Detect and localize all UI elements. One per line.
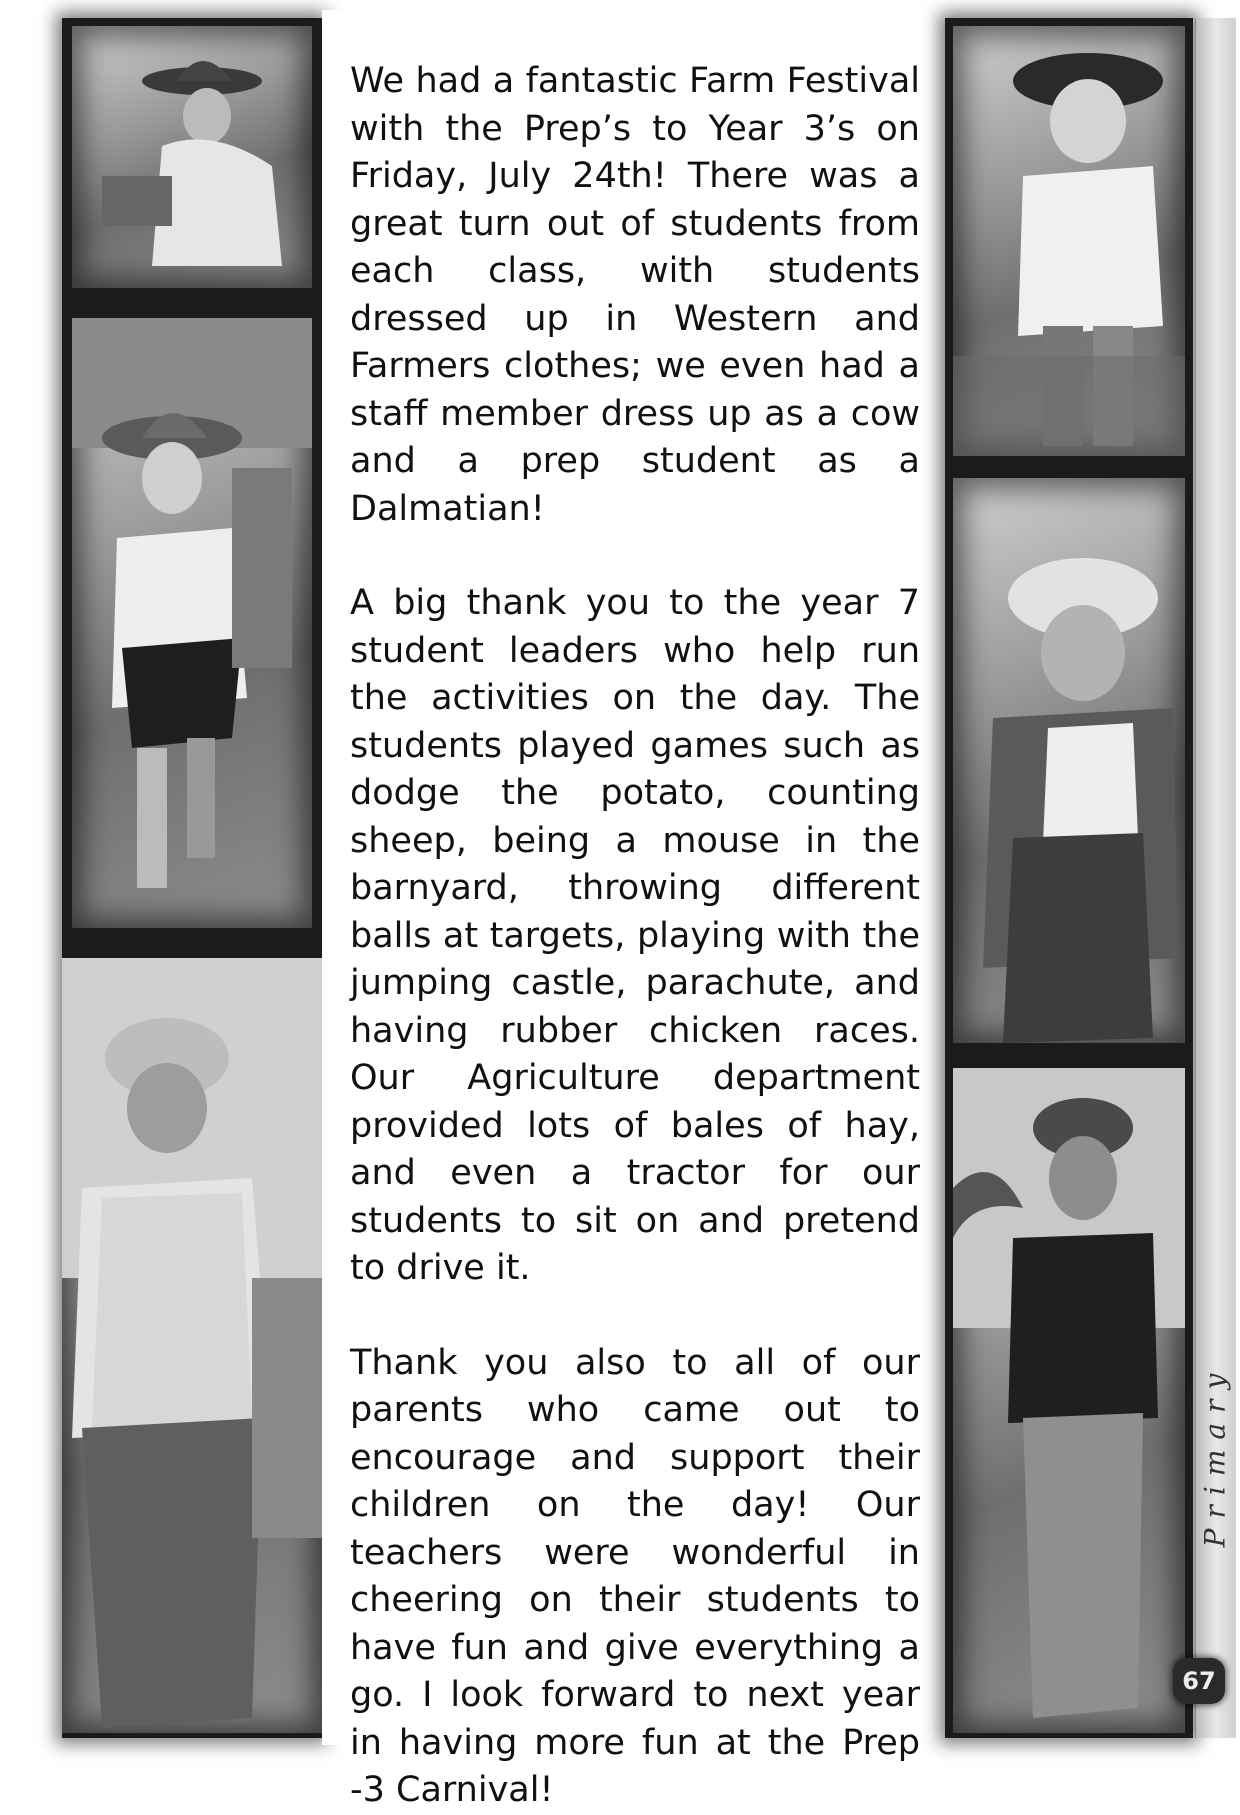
section-label [1198,1340,1232,1570]
photo-child-cowboy-hat-crouching [72,26,312,288]
article-paragraph-3: Thank you also to all of our parents who came out to encourage and support their children on the day! Our teachers were wonderful in cheering on their students to have fun and give everything a go. I look forward to next year in having more fun at the Prep -3 Carnival! [350,1342,920,1810]
article-paragraph-2: A big thank you to the year 7 student leaders who help run the activities on the day. The students played games such as dodge the potato, counting sheep, being a mouse in the barnyard, throwing different balls at targets, playing with the jumping castle, parachute, and having rubber chicken races. Our Agriculture department provided lots of bales of hay, and even a tractor for our students to sit on and pretend to drive it. [350,583,920,1288]
section-label-text: Primary [1198,1363,1232,1547]
right-photo-strip [945,18,1193,1738]
page-number: 67 [1182,1667,1216,1695]
photo-woman-cap-palms [953,1068,1185,1733]
photo-girl-running-costume [72,318,312,928]
photo-girl-sack-race [953,478,1185,1043]
left-photo-strip [62,18,322,1738]
article-body [350,58,920,1815]
page-number-badge [1173,1658,1225,1704]
photo-child-laughing-hat [953,26,1185,456]
article-paragraph-1: We had a fantastic Farm Festival with the Prep’s to Year 3’s on Friday, July 24th! There was a great turn out of students from each class, with students dressed up in Western and Farmers clothes; we even had a staff member dress up as a cow and a prep student as a Dalmatian! [350,61,920,529]
photo-girl-checked-shirt [62,958,322,1733]
